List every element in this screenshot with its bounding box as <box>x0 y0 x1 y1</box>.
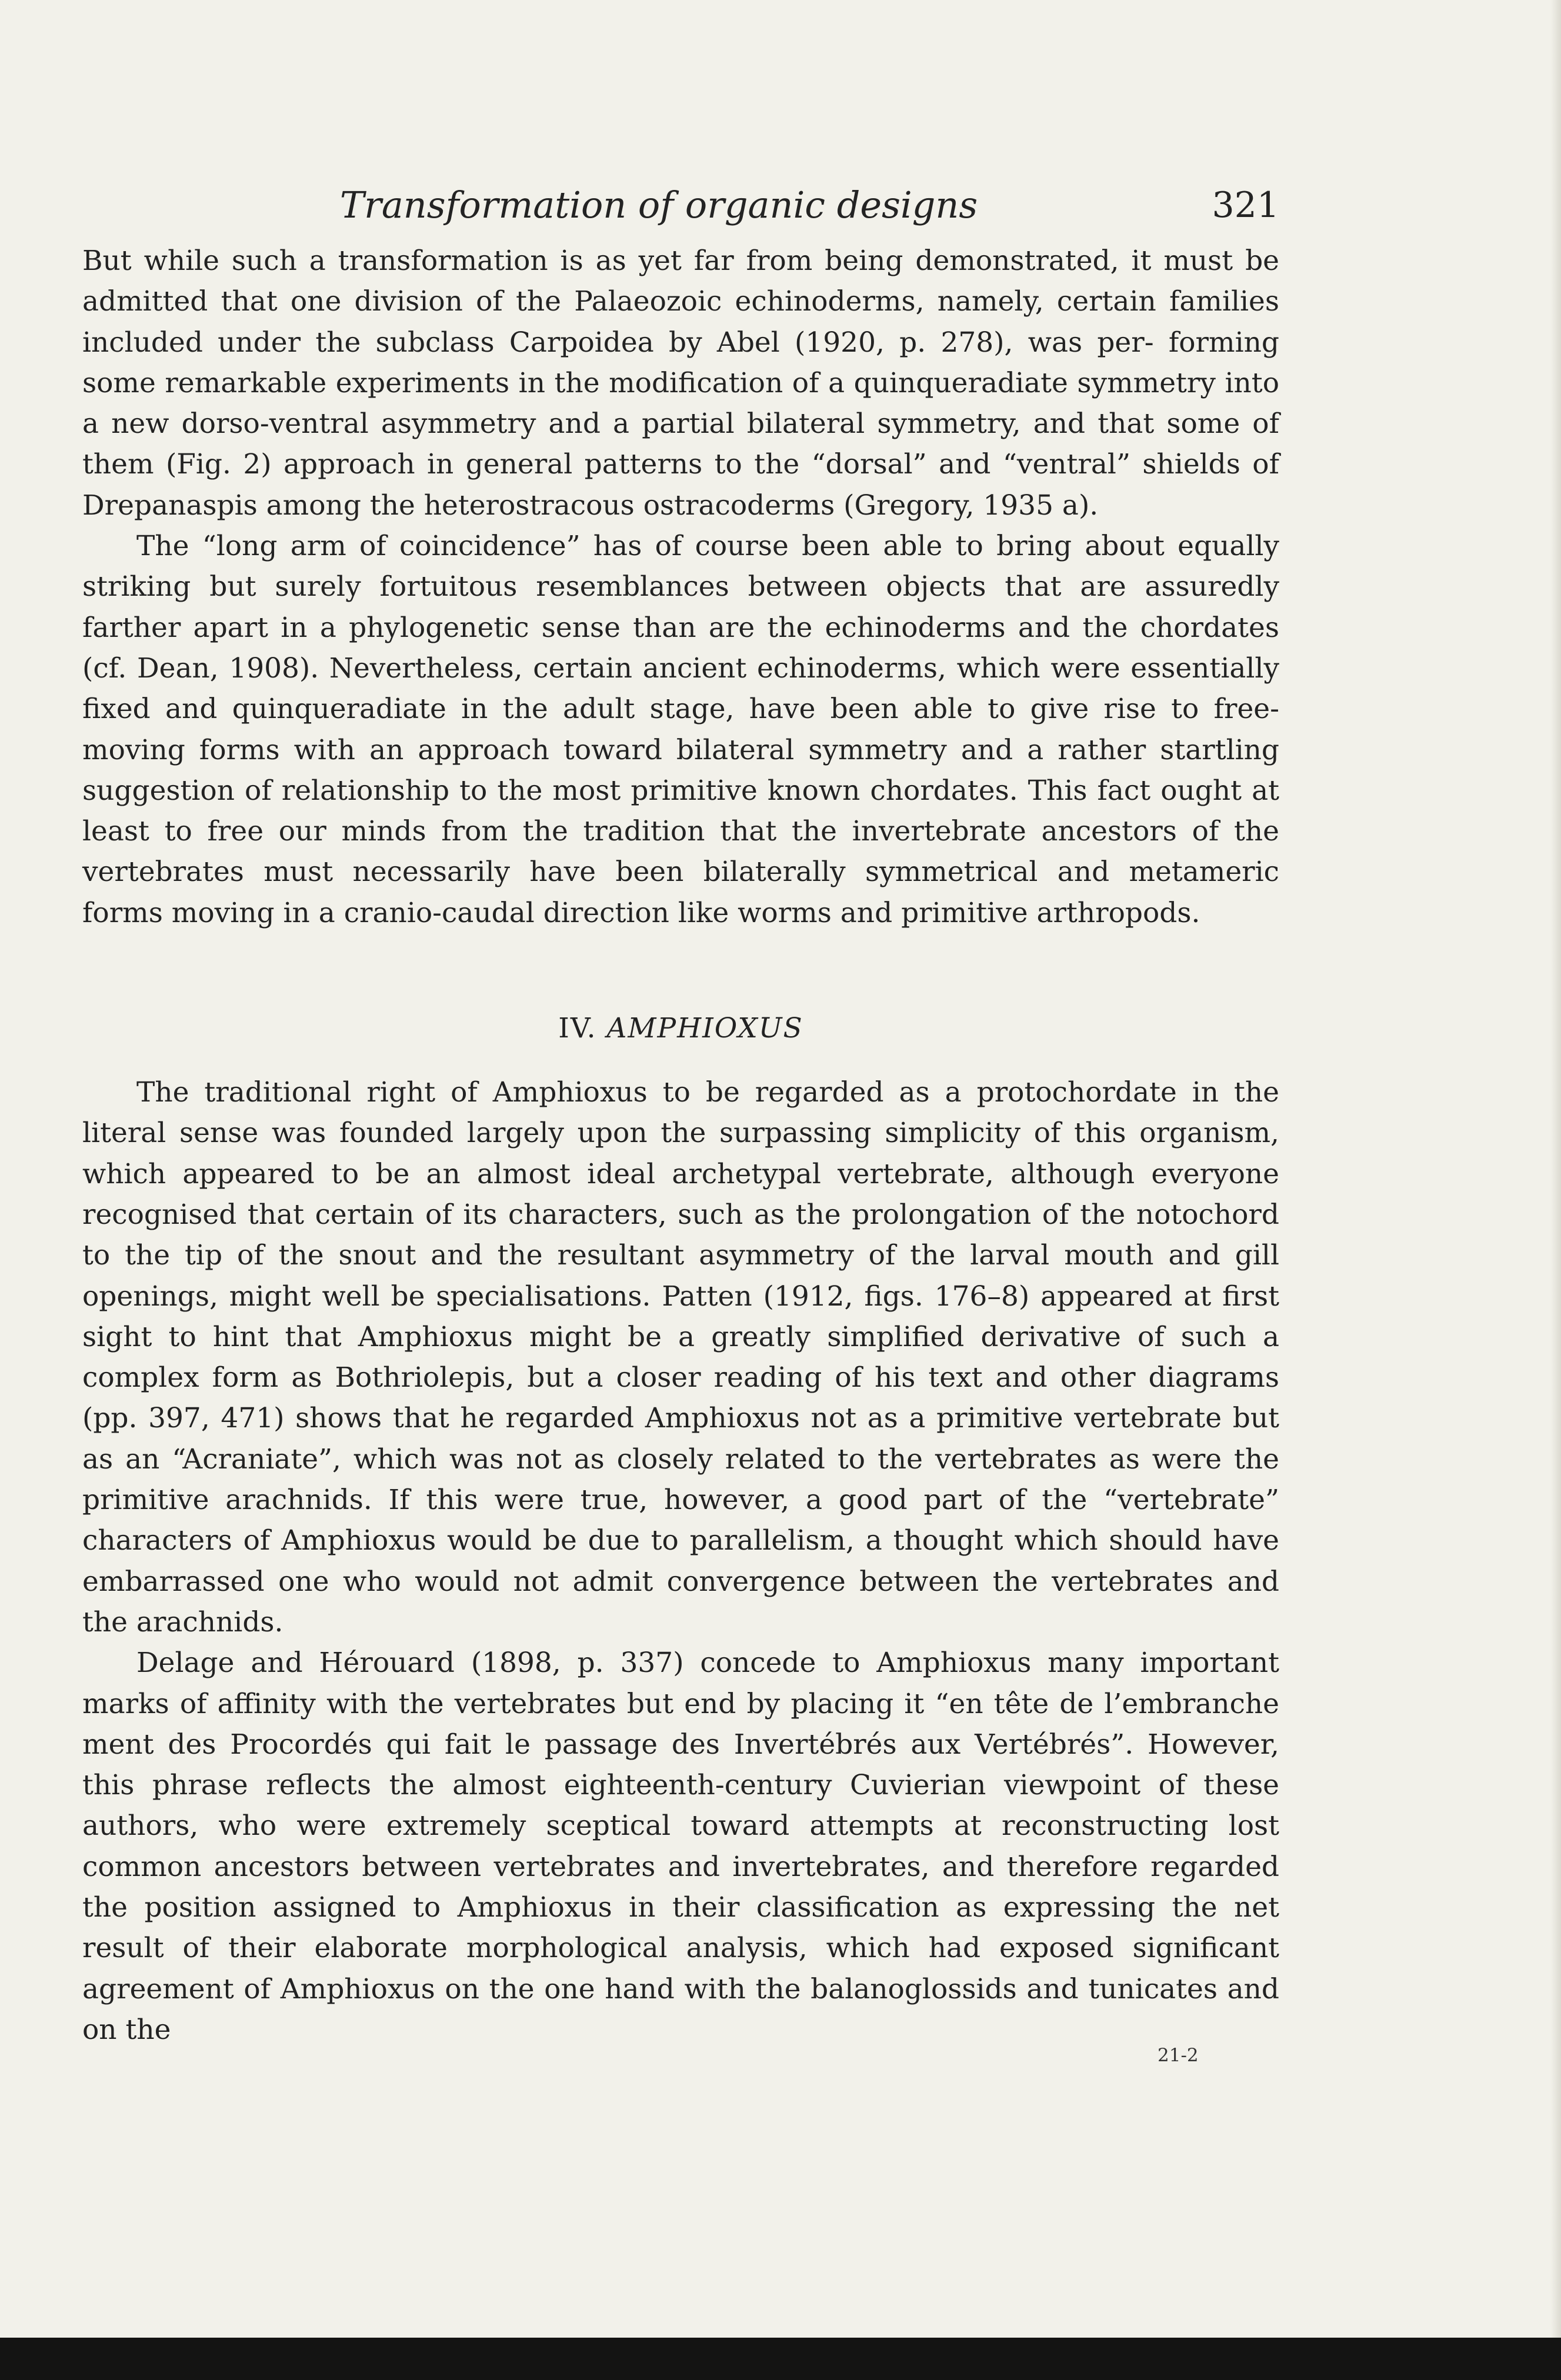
signature-mark: 21-2 <box>1158 2045 1199 2066</box>
section-number: IV. <box>558 1012 597 1045</box>
text-line: at least to free our minds from the tradition that the invertebrate ancestors of the <box>82 774 1279 848</box>
text-line: common ancestors between vertebrates and invertebrates, and therefore regarded <box>82 1850 1279 1883</box>
text-line: families included under the subclass Carpoidea by Abel (1920, p. 278), was per- <box>82 285 1279 359</box>
running-title: Transformation of organic designs <box>339 183 978 226</box>
text-line: characters of Amphioxus would be due to parallelism, a thought which should have <box>82 1524 1279 1557</box>
running-head <box>82 181 1279 229</box>
text-line: this phrase reflects the almost eighteenth-century Cuvierian viewpoint of these <box>82 1769 1279 1802</box>
text-line: fixed and quinqueradiate in the adult stage, have been able to give rise to free- <box>82 693 1279 726</box>
text-line: openings, might well be specialisations. Patten (1912, figs. 176–8) appeared at <box>82 1280 1212 1313</box>
text-line: The traditional right of Amphioxus to be regarded as a protochordate in the <box>136 1076 1279 1109</box>
page-number: 321 <box>1212 185 1279 226</box>
text-line: ment des Procordés qui fait le passage des Invertébrés aux Vertébrés”. However, <box>82 1728 1279 1761</box>
text-line: (cf. Dean, 1908). Nevertheless, certain ancient echinoderms, which were essentially <box>82 652 1279 685</box>
text-line: marks of affinity with the vertebrates but end by placing it “en tête de l’embranche <box>82 1687 1279 1720</box>
text-line: a complex form as Bothriolepis, but a closer reading of his text and other diagrams <box>82 1320 1279 1394</box>
text-line: literal sense was founded largely upon the surpassing simplicity of this organism, <box>82 1117 1279 1150</box>
text-line: of Amphioxus on the one hand with the balanoglossids and tunicates and on the <box>82 1972 1279 2046</box>
text-line: which appeared to be an almost ideal archetypal vertebrate, although everyone <box>82 1157 1279 1190</box>
text-line: authors, who were extremely sceptical toward attempts at reconstructing lost <box>82 1810 1279 1842</box>
text-line: striking but surely fortuitous resemblances between objects that are assuredly <box>82 570 1279 603</box>
text-line: vertebrates must necessarily have been bilaterally symmetrical and metameric <box>82 856 1279 889</box>
text-line: Delage and Hérouard (1898, p. 337) concede to Amphioxus many important <box>136 1647 1279 1680</box>
text-line: first sight to hint that Amphioxus might be a greatly simplified derivative of such <box>82 1280 1279 1353</box>
text-line: of their elaborate morphological analysis, which had exposed significant agreement <box>82 1932 1279 2005</box>
text-line: as an “Acraniate”, which was not as closely related to the vertebrates as were the <box>82 1443 1279 1476</box>
section-title: AMPHIOXUS <box>606 1012 803 1045</box>
text-line: embarrassed one who would not admit convergence between the vertebrates and <box>82 1565 1279 1598</box>
text-line: moving forms with an approach toward bilateral symmetry and a rather startling <box>82 733 1279 766</box>
text-line: suggestion of relationship to the most primitive known chordates. This fact ought <box>82 774 1242 807</box>
text-line: primitive arachnids. If this were true, however, a good part of the “vertebrate” <box>82 1484 1279 1517</box>
paragraph <box>82 1072 1279 1643</box>
text-line: forming some remarkable experiments in the modification of a quinqueradiate <box>82 326 1279 399</box>
text-line: The “long arm of coincidence” has of course been able to bring about equally <box>136 530 1279 563</box>
body-text <box>82 241 1279 2050</box>
page-edge-shadow <box>1550 0 1561 2338</box>
text-line: forms moving in a cranio-caudal direction like worms and primitive arthropods. <box>82 896 1200 929</box>
text-line: and “ventral” shields of Drepanaspis among the heterostracous ostracoderms <box>82 448 1279 522</box>
text-line: be admitted that one division of the Palaeozoic echinoderms, namely, certain <box>82 245 1279 318</box>
paragraph <box>82 1643 1279 2050</box>
text-line: and that some of them (Fig. 2) approach in general patterns to the “dorsal” <box>82 408 1279 481</box>
text-line: symmetry into a new dorso-ventral asymmetry and a partial bilateral symmetry, <box>82 366 1279 440</box>
text-line: to the tip of the snout and the resultant asymmetry of the larval mouth and gill <box>82 1239 1279 1272</box>
text-line: the arachnids. <box>82 1605 283 1638</box>
text-line: farther apart in a phylogenetic sense than are the echinoderms and the chordates <box>82 611 1279 644</box>
text-line: (pp. 397, 471) shows that he regarded Amphioxus not as a primitive vertebrate but <box>82 1402 1279 1435</box>
paragraph <box>82 526 1279 933</box>
section-heading <box>82 1008 1279 1049</box>
paragraph <box>82 241 1279 526</box>
text-line: (Gregory, 1935 a). <box>843 489 1099 522</box>
text-line: the position assigned to Amphioxus in their classification as expressing the net result <box>82 1891 1279 1965</box>
scan-bottom-edge <box>0 2338 1561 2380</box>
text-line: But while such a transformation is as yet far from being demonstrated, it must <box>82 245 1233 277</box>
text-line: recognised that certain of its characters, such as the prolongation of the notochord <box>82 1198 1279 1231</box>
